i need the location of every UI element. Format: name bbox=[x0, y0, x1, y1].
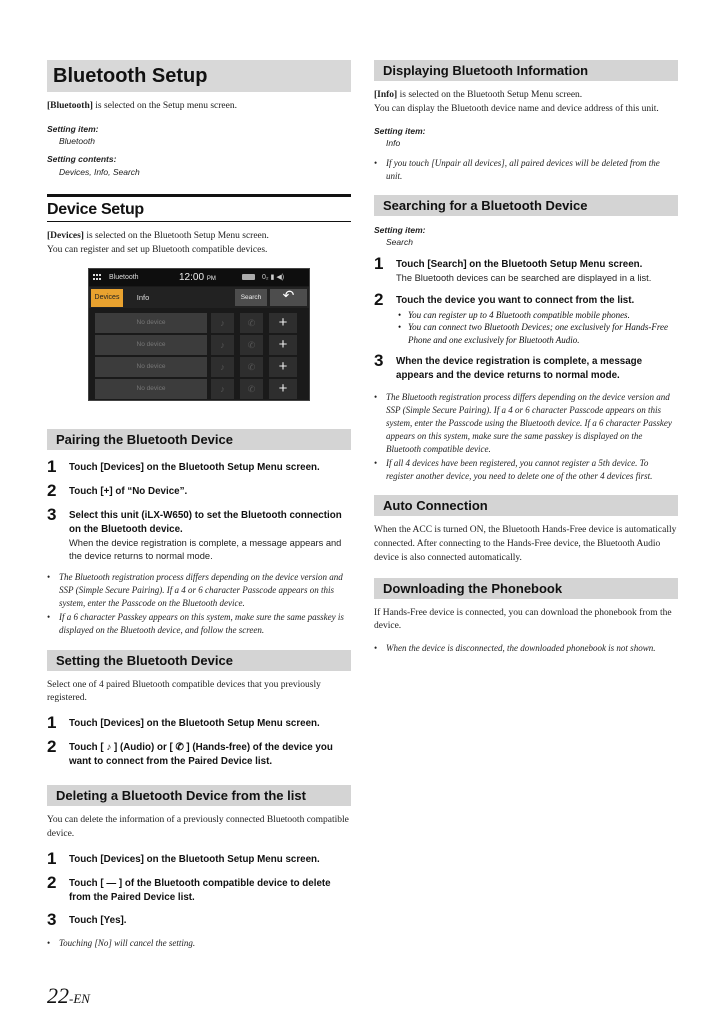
phone-icon[interactable]: ✆ bbox=[240, 313, 263, 333]
deleting-step-2: 2 Touch [ — ] of the Bluetooth compatible device to delete from the Paired Device list. bbox=[47, 872, 331, 903]
intro-text: [Bluetooth] is selected on the Setup menu screen. bbox=[47, 101, 237, 111]
setting-item-value: Bluetooth bbox=[59, 136, 95, 147]
screen-source-label: Bluetooth bbox=[109, 273, 139, 281]
device-slot-name[interactable]: No device bbox=[95, 335, 207, 355]
list-item: • The Bluetooth registration process differs depending on the device version and SSP (Simple Secure Pairing). If a 4 or 6 character Passcode appears on this system, enter the Passcode on the Bluetooth device. bbox=[47, 571, 351, 610]
deleting-step-1: 1 Touch [Devices] on the Bluetooth Setup Menu screen. bbox=[47, 848, 320, 868]
searching-step-2-notes bbox=[396, 309, 678, 347]
setting-item-label: Setting item: bbox=[47, 123, 99, 134]
setting-intro: Select one of 4 paired Bluetooth compatible devices that you previously registered. bbox=[47, 679, 321, 704]
pairing-step-3: 3 Select this unit (iLX-W650) to set the Bluetooth connection on the Bluetooth device. When the device registration is complete, a message appears and the device returns to normal mode. bbox=[47, 504, 342, 561]
phonebook-header: Downloading the Phonebook bbox=[374, 578, 678, 599]
setting-item-label: Setting item: bbox=[374, 125, 426, 136]
setting-item-label: Setting item: bbox=[374, 225, 426, 236]
auto-connection-header: Auto Connection bbox=[374, 495, 678, 516]
setting-step-1: 1 Touch [Devices] on the Bluetooth Setup Menu screen. bbox=[47, 713, 320, 733]
list-item: • You can register up to 4 Bluetooth compatible mobile phones. bbox=[396, 309, 678, 322]
left-column bbox=[47, 60, 351, 951]
displaying-setting-item bbox=[374, 125, 678, 150]
deleting-intro: You can delete the information of a previously connected Bluetooth compatible device. bbox=[47, 815, 349, 839]
screen-tab-bar bbox=[89, 287, 309, 308]
device-setup-intro: [Devices] is selected on the Bluetooth Setup Menu screen. You can register and set up Bluetooth compatible devices. bbox=[47, 231, 269, 255]
device-row bbox=[95, 335, 303, 355]
setting-contents-block bbox=[47, 153, 351, 178]
add-device-button[interactable]: + bbox=[269, 335, 297, 355]
deleting-header: Deleting a Bluetooth Device from the list bbox=[47, 785, 351, 806]
add-device-button[interactable]: + bbox=[269, 313, 297, 333]
device-slot-name[interactable]: No device bbox=[95, 379, 207, 399]
menu-grid-icon bbox=[93, 274, 101, 281]
pairing-notes bbox=[47, 571, 351, 637]
deleting-step-3: 3 Touch [Yes]. bbox=[47, 909, 127, 929]
setting-contents-label: Setting contents: bbox=[47, 154, 117, 165]
phone-icon[interactable]: ✆ bbox=[240, 357, 263, 377]
auto-connection-text: When the ACC is turned ON, the Bluetooth Hands-Free device is automatically connected. After connecting to the Hands-Free device, the Bluetooth Audio device is also connected automatically. bbox=[374, 525, 677, 563]
searching-step-3: 3 When the device registration is complete, a message appears and the device returns to normal mode. bbox=[374, 351, 643, 382]
battery-icon bbox=[242, 274, 255, 280]
back-arrow-icon: ↶ bbox=[282, 288, 295, 304]
list-item: • You can connect two Bluetooth Devices; one exclusively for Hands-Free Phone and one exclusively for Bluetooth Audio. bbox=[396, 321, 678, 346]
searching-header: Searching for a Bluetooth Device bbox=[374, 195, 678, 216]
setting-step-2: 2 Touch [ ♪ ] (Audio) or [ ✆ ] (Hands-free) of the device you want to connect from the Paired Device list. bbox=[47, 737, 333, 768]
displaying-header: Displaying Bluetooth Information bbox=[374, 60, 678, 81]
screen-status-bar bbox=[89, 269, 309, 286]
setting-item-value: Search bbox=[386, 237, 413, 248]
device-row bbox=[95, 313, 303, 333]
device-slot-name[interactable]: No device bbox=[95, 313, 207, 333]
audio-note-icon[interactable]: ♪ bbox=[211, 379, 234, 399]
pairing-step-2: 2 Touch [+] of “No Device”. bbox=[47, 480, 188, 500]
setting-item-block bbox=[47, 123, 351, 148]
displaying-notes bbox=[374, 157, 678, 183]
searching-notes bbox=[374, 391, 678, 483]
setting-header: Setting the Bluetooth Device bbox=[47, 650, 351, 671]
search-button[interactable]: Search bbox=[235, 289, 267, 306]
page-title: Bluetooth Setup bbox=[47, 60, 351, 92]
pairing-header: Pairing the Bluetooth Device bbox=[47, 429, 351, 450]
setting-item-value: Info bbox=[386, 137, 401, 148]
device-row bbox=[95, 357, 303, 377]
page-number: 22-EN bbox=[47, 983, 90, 1008]
pairing-step-1: 1 Touch [Devices] on the Bluetooth Setup Menu screen. bbox=[47, 456, 320, 476]
tab-devices[interactable]: Devices bbox=[91, 289, 123, 307]
status-indicators: 0₂ ▮ ◀) bbox=[262, 273, 285, 281]
deleting-notes bbox=[47, 937, 351, 950]
add-device-button[interactable]: + bbox=[269, 379, 297, 399]
right-column bbox=[374, 60, 678, 656]
add-device-button[interactable]: + bbox=[269, 357, 297, 377]
device-setup-title: Device Setup bbox=[47, 194, 351, 222]
phone-icon[interactable]: ✆ bbox=[240, 379, 263, 399]
audio-note-icon[interactable]: ♪ bbox=[211, 313, 234, 333]
list-item: • If you touch [Unpair all devices], all paired devices will be deleted from the unit. bbox=[374, 157, 678, 183]
phonebook-text: If Hands-Free device is connected, you can download the phonebook from the device. bbox=[374, 607, 672, 632]
list-item: • If a 6 character Passkey appears on this system, make sure the same passkey is displayed on the Bluetooth device, and follow the screen. bbox=[47, 611, 351, 637]
tab-info[interactable]: Info bbox=[136, 292, 150, 302]
device-slot-name[interactable]: No device bbox=[95, 357, 207, 377]
phonebook-notes bbox=[374, 642, 678, 655]
list-item: • When the device is disconnected, the downloaded phonebook is not shown. bbox=[374, 642, 678, 655]
device-row bbox=[95, 379, 303, 399]
list-item: • The Bluetooth registration process differs depending on the device version and SSP (Simple Secure Pairing). If a 4 or 6 character Passcode appears on this system, enter the Passcode using the Bluetooth device. If a 6 character Passkey appears on this system, make sure the same passkey is displayed on the Bluetooth compatible device. bbox=[374, 391, 678, 456]
displaying-intro: [Info] is selected on the Bluetooth Setup Menu screen. You can display the Bluetooth device name and device address of this unit. bbox=[374, 90, 659, 114]
searching-step-2: 2 Touch the device you want to connect from the list. • You can register up to 4 Bluetooth compatible mobile phones. • You can connect two Bluetooth Devices; one exclusively for Hands-Free Phone and one exclusively for Bluetooth Audio. bbox=[374, 291, 678, 347]
searching-setting-item bbox=[374, 224, 678, 249]
audio-note-icon[interactable]: ♪ bbox=[211, 335, 234, 355]
setting-contents-value: Devices, Info, Search bbox=[59, 166, 140, 177]
device-setup-screenshot bbox=[88, 268, 310, 401]
list-item: • If all 4 devices have been registered, you cannot register a 5th device. To register another device, you need to delete one of the other 4 devices first. bbox=[374, 457, 678, 483]
back-button[interactable] bbox=[270, 289, 307, 306]
searching-step-1: 1 Touch [Search] on the Bluetooth Setup Menu screen. The Bluetooth devices can be searched are displayed in a list. bbox=[374, 253, 652, 283]
audio-note-icon[interactable]: ♪ bbox=[211, 357, 234, 377]
phone-icon[interactable]: ✆ bbox=[240, 335, 263, 355]
screen-clock: 12:00 PM bbox=[179, 271, 216, 283]
list-item: • Touching [No] will cancel the setting. bbox=[47, 937, 351, 950]
